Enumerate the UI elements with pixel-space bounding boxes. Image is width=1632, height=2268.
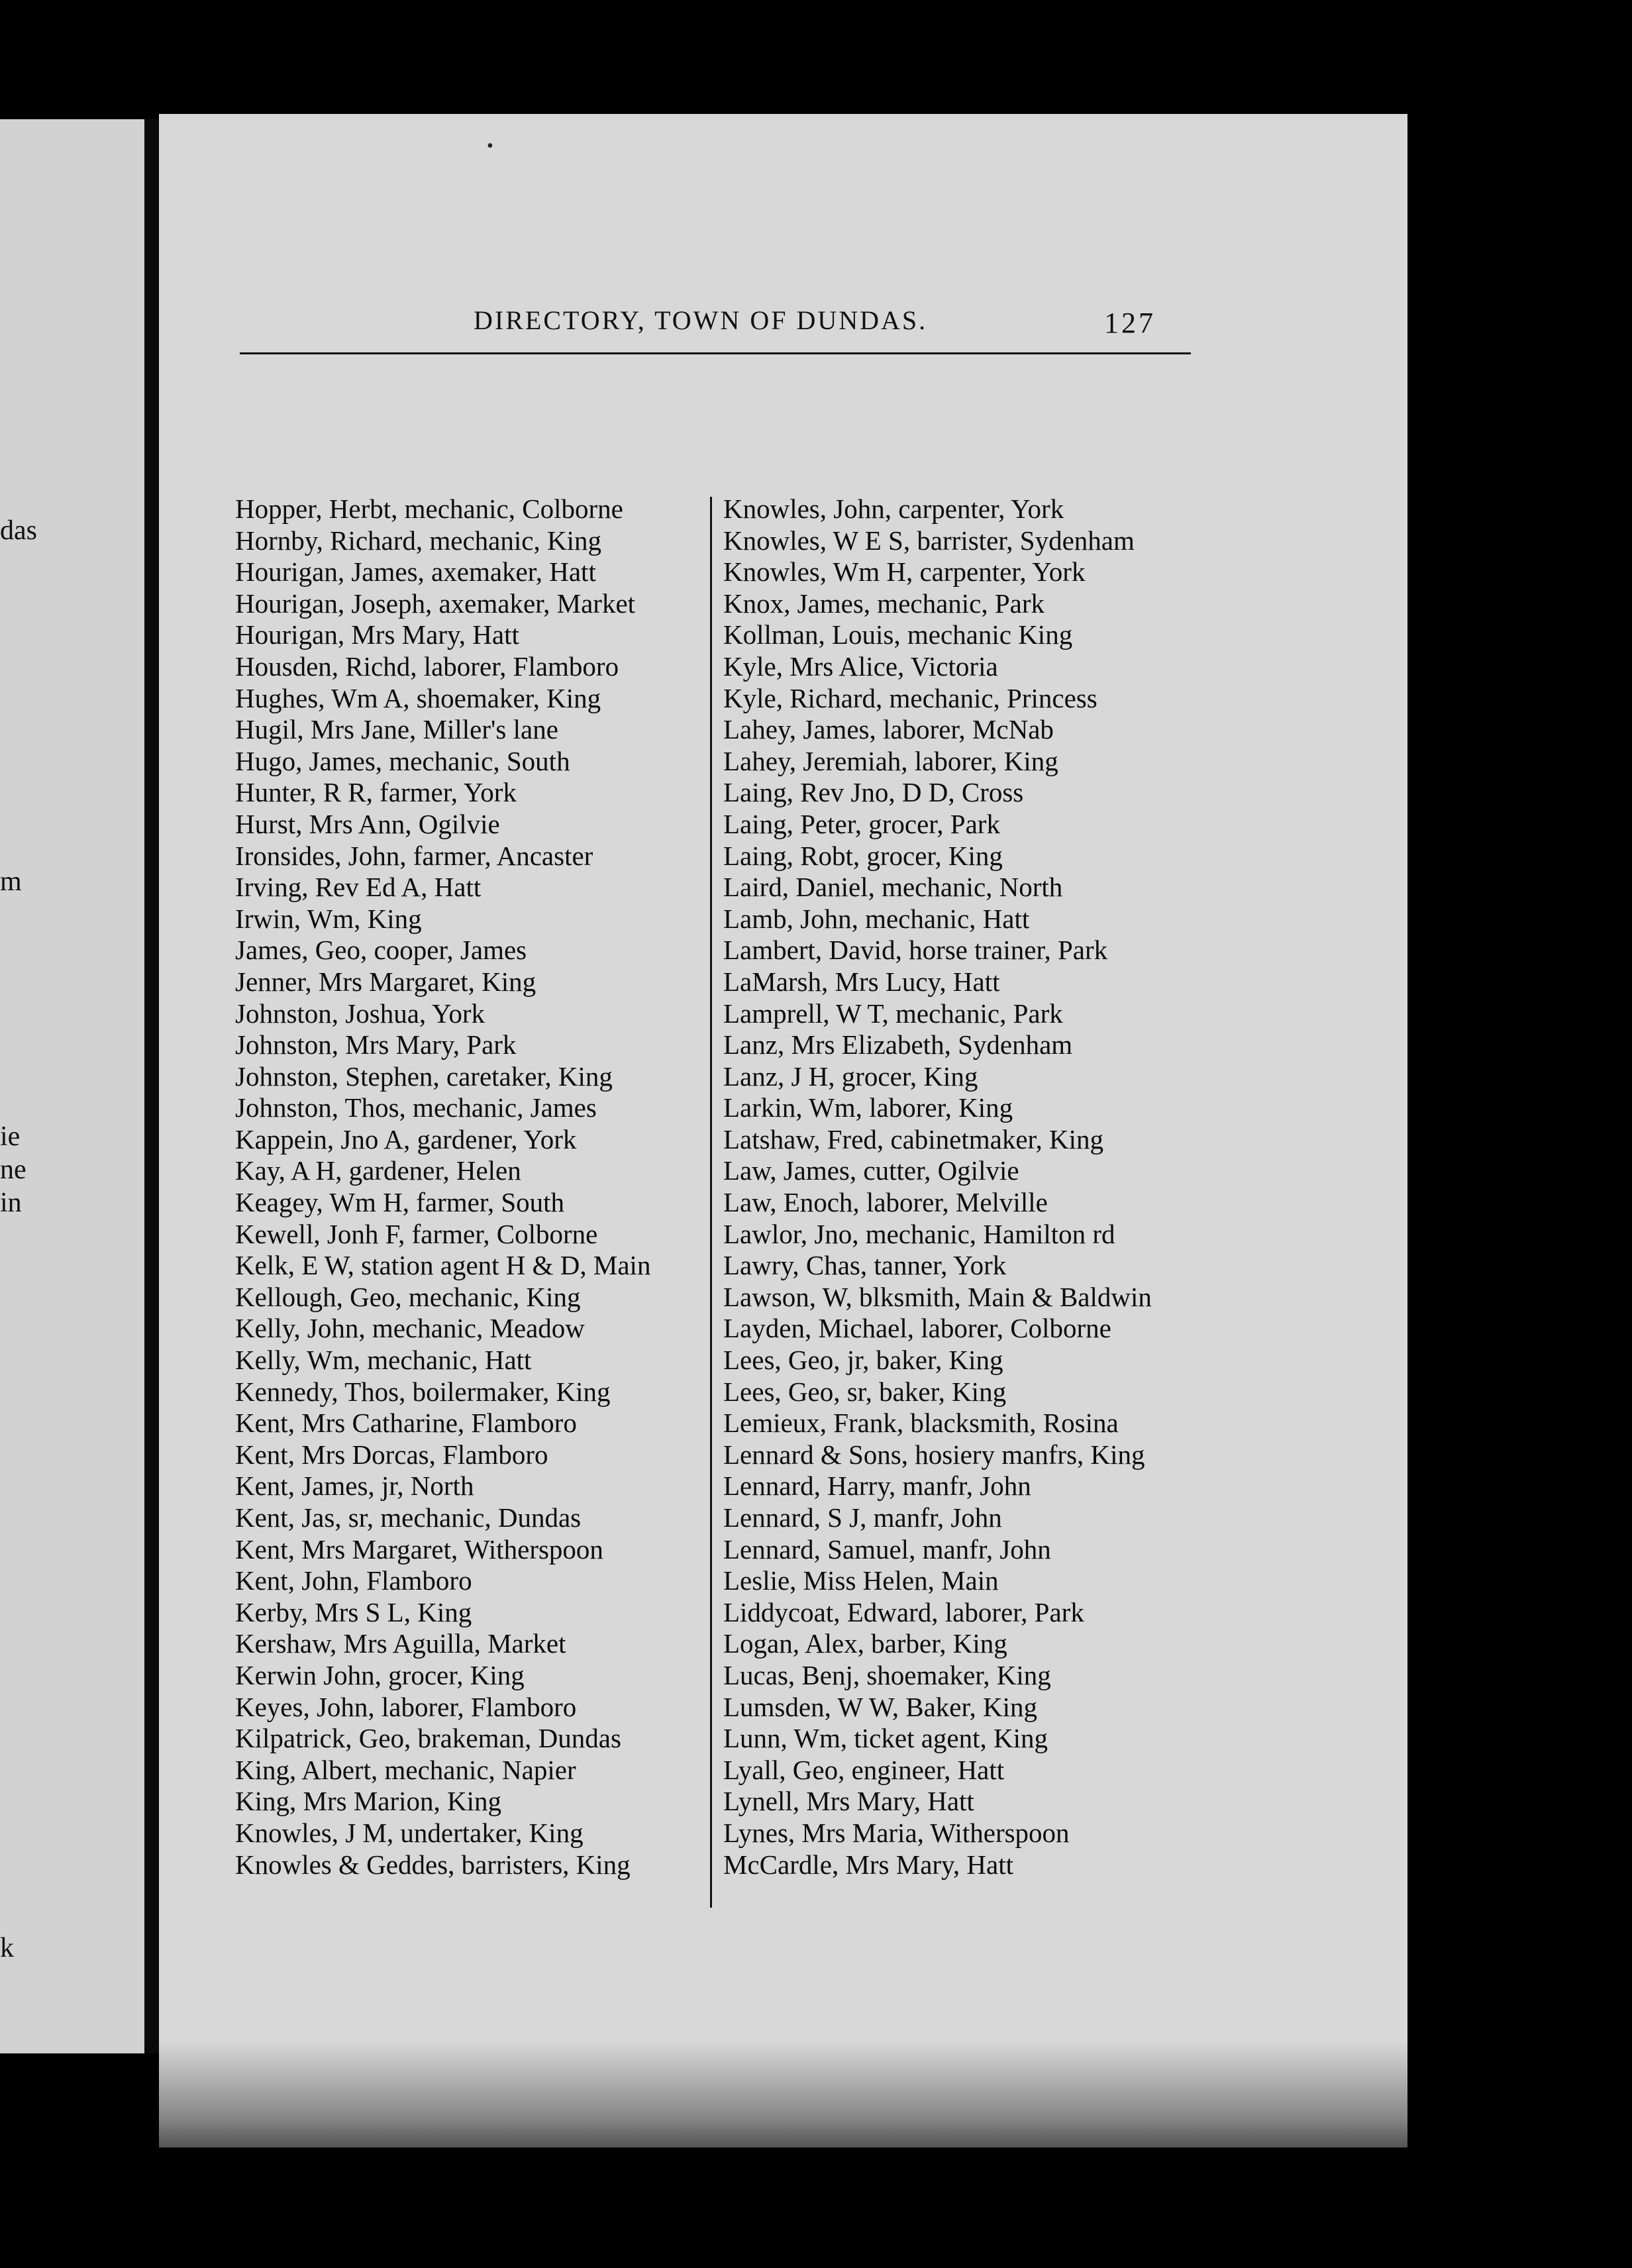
directory-entry: Kelk, E W, station agent H & D, Main — [235, 1250, 651, 1281]
directory-entry: Johnston, Joshua, York — [235, 998, 485, 1029]
directory-entry: Hopper, Herbt, mechanic, Colborne — [235, 493, 623, 524]
directory-entry: Hourigan, Joseph, axemaker, Market — [235, 588, 636, 619]
directory-entry: Lees, Geo, jr, baker, King — [723, 1345, 1003, 1376]
directory-entry: Kennedy, Thos, boilermaker, King — [235, 1376, 611, 1407]
directory-entry: Laird, Daniel, mechanic, North — [723, 872, 1063, 903]
column-divider — [710, 497, 712, 1908]
running-title: DIRECTORY, TOWN OF DUNDAS. — [474, 305, 928, 335]
directory-entry: Johnston, Mrs Mary, Park — [235, 1029, 517, 1060]
adjacent-page-fragment: ie — [0, 1121, 21, 1152]
directory-entry: Irwin, Wm, King — [235, 903, 422, 934]
adjacent-page-fragment: ne — [0, 1155, 26, 1185]
directory-entry: Law, James, cutter, Ogilvie — [723, 1155, 1019, 1186]
directory-entry: Kent, Mrs Margaret, Witherspoon — [235, 1533, 603, 1565]
directory-entry: Logan, Alex, barber, King — [723, 1628, 1007, 1659]
directory-entry: Lucas, Benj, shoemaker, King — [723, 1659, 1051, 1690]
directory-entry: Kent, Mrs Dorcas, Flamboro — [235, 1439, 548, 1470]
directory-entry: Kyle, Mrs Alice, Victoria — [723, 650, 998, 682]
directory-entry: Lynell, Mrs Mary, Hatt — [723, 1786, 974, 1817]
directory-column-right — [723, 493, 1200, 1881]
directory-entry: Knowles, John, carpenter, York — [723, 493, 1064, 524]
directory-entry: Kyle, Richard, mechanic, Princess — [723, 682, 1097, 713]
directory-entry: Hugil, Mrs Jane, Miller's lane — [235, 714, 558, 745]
header-rule — [240, 352, 1191, 354]
directory-entry: Kerby, Mrs S L, King — [235, 1596, 472, 1627]
dust-mark: • — [487, 136, 493, 156]
directory-entry: Lawlor, Jno, mechanic, Hamilton rd — [723, 1218, 1115, 1249]
directory-entry: Hourigan, James, axemaker, Hatt — [235, 556, 596, 588]
directory-entry: Lanz, Mrs Elizabeth, Sydenham — [723, 1029, 1073, 1060]
directory-entry: Kappein, Jno A, gardener, York — [235, 1123, 577, 1155]
directory-entry: Kershaw, Mrs Aguilla, Market — [235, 1628, 566, 1659]
directory-entry: Kollman, Louis, mechanic King — [723, 619, 1073, 650]
directory-entry: Lemieux, Frank, blacksmith, Rosina — [723, 1408, 1119, 1439]
directory-entry: Lanz, J H, grocer, King — [723, 1060, 978, 1092]
directory-entry: Hourigan, Mrs Mary, Hatt — [235, 619, 519, 650]
running-head — [315, 305, 1156, 344]
directory-entry: Keagey, Wm H, farmer, South — [235, 1187, 565, 1218]
directory-entry: Kay, A H, gardener, Helen — [235, 1155, 521, 1186]
directory-column-left — [235, 493, 702, 1881]
directory-entry: Knowles, J M, undertaker, King — [235, 1817, 584, 1848]
directory-entry: Lambert, David, horse trainer, Park — [723, 935, 1108, 966]
directory-entry: King, Mrs Marion, King — [235, 1786, 502, 1817]
directory-entry: Hurst, Mrs Ann, Ogilvie — [235, 808, 500, 839]
directory-entry: Leslie, Miss Helen, Main — [723, 1565, 999, 1596]
directory-entry: Hunter, R R, farmer, York — [235, 777, 517, 808]
directory-entry: Lynes, Mrs Maria, Witherspoon — [723, 1817, 1070, 1848]
directory-entry: Kerwin John, grocer, King — [235, 1659, 525, 1690]
directory-entry: Lahey, James, laborer, McNab — [723, 714, 1054, 745]
directory-entry: Lennard & Sons, hosiery manfrs, King — [723, 1439, 1145, 1470]
adjacent-page-fragment: in — [0, 1188, 22, 1218]
directory-entry: Irving, Rev Ed A, Hatt — [235, 872, 482, 903]
directory-entry: Kelly, John, mechanic, Meadow — [235, 1313, 585, 1344]
directory-entry: Johnston, Stephen, caretaker, King — [235, 1060, 613, 1092]
directory-entry: Lees, Geo, sr, baker, King — [723, 1376, 1007, 1407]
directory-entry: Lyall, Geo, engineer, Hatt — [723, 1754, 1005, 1785]
directory-entry: Knowles, W E S, barrister, Sydenham — [723, 525, 1135, 556]
directory-entry: Layden, Michael, laborer, Colborne — [723, 1313, 1111, 1344]
directory-entry: Hughes, Wm A, shoemaker, King — [235, 682, 601, 713]
directory-entry: Kent, Jas, sr, mechanic, Dundas — [235, 1502, 582, 1533]
directory-entry: Kellough, Geo, mechanic, King — [235, 1281, 581, 1312]
directory-entry: James, Geo, cooper, James — [235, 935, 527, 966]
directory-entry: Laing, Peter, grocer, Park — [723, 808, 1000, 839]
directory-entry: Jenner, Mrs Margaret, King — [235, 966, 536, 997]
adjacent-page-fragment: m — [0, 866, 22, 897]
directory-entry: Latshaw, Fred, cabinetmaker, King — [723, 1123, 1104, 1155]
directory-entry: Knowles, Wm H, carpenter, York — [723, 556, 1086, 588]
directory-entry: Lennard, S J, manfr, John — [723, 1502, 1002, 1533]
directory-entry: Hugo, James, mechanic, South — [235, 745, 570, 776]
adjacent-page-fragment: k — [0, 1933, 14, 1963]
directory-entry: Lahey, Jeremiah, laborer, King — [723, 745, 1058, 776]
adjacent-page-edge — [0, 119, 146, 2053]
directory-entry: Kent, John, Flamboro — [235, 1565, 472, 1596]
directory-entry: Kelly, Wm, mechanic, Hatt — [235, 1345, 532, 1376]
directory-entry: Larkin, Wm, laborer, King — [723, 1092, 1013, 1123]
directory-entry: McCardle, Mrs Mary, Hatt — [723, 1849, 1013, 1880]
directory-entry: Lumsden, W W, Baker, King — [723, 1691, 1038, 1722]
directory-entry: Lawry, Chas, tanner, York — [723, 1250, 1007, 1281]
directory-entry: Knox, James, mechanic, Park — [723, 588, 1045, 619]
directory-entry: Lunn, Wm, ticket agent, King — [723, 1723, 1048, 1754]
directory-entry: Kewell, Jonh F, farmer, Colborne — [235, 1218, 598, 1249]
directory-entry: Lamb, John, mechanic, Hatt — [723, 903, 1030, 934]
directory-entry: King, Albert, mechanic, Napier — [235, 1754, 576, 1785]
directory-entry: Knowles & Geddes, barristers, King — [235, 1849, 631, 1880]
directory-entry: Ironsides, John, farmer, Ancaster — [235, 840, 593, 871]
directory-entry: Law, Enoch, laborer, Melville — [723, 1187, 1048, 1218]
page-number: 127 — [1104, 307, 1156, 339]
directory-entry: LaMarsh, Mrs Lucy, Hatt — [723, 966, 1000, 997]
directory-entry: Housden, Richd, laborer, Flamboro — [235, 650, 619, 682]
directory-entry: Kent, James, jr, North — [235, 1470, 474, 1502]
directory-entry: Lennard, Harry, manfr, John — [723, 1470, 1031, 1502]
page-shadow — [159, 2041, 1407, 2147]
directory-entry: Johnston, Thos, mechanic, James — [235, 1092, 597, 1123]
directory-entry: Liddycoat, Edward, laborer, Park — [723, 1596, 1084, 1627]
directory-entry: Laing, Rev Jno, D D, Cross — [723, 777, 1024, 808]
directory-entry: Kent, Mrs Catharine, Flamboro — [235, 1408, 577, 1439]
directory-entry: Hornby, Richard, mechanic, King — [235, 525, 601, 556]
directory-entry: Laing, Robt, grocer, King — [723, 840, 1003, 871]
directory-entry: Lawson, W, blksmith, Main & Baldwin — [723, 1281, 1152, 1312]
directory-entry: Lamprell, W T, mechanic, Park — [723, 998, 1063, 1029]
adjacent-page-fragment: das — [0, 515, 37, 546]
directory-entry: Lennard, Samuel, manfr, John — [723, 1533, 1051, 1565]
directory-entry: Kilpatrick, Geo, brakeman, Dundas — [235, 1723, 621, 1754]
directory-entry: Keyes, John, laborer, Flamboro — [235, 1691, 577, 1722]
